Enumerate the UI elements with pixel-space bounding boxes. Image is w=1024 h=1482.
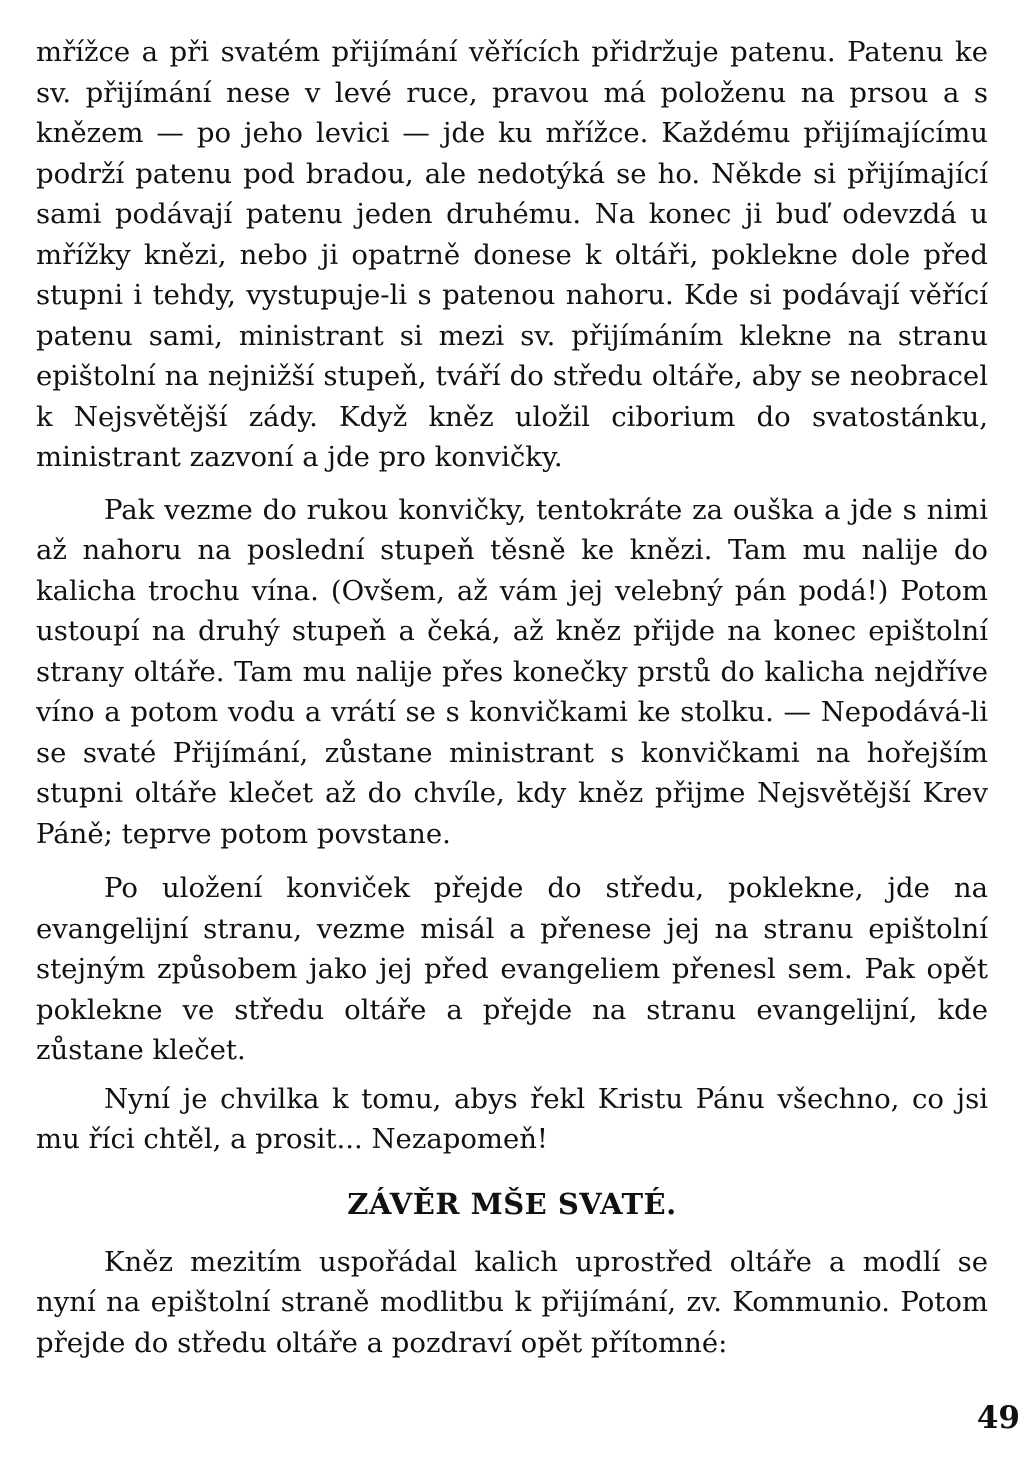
book-page (36, 32, 988, 1452)
paragraph-cruets: Pak vezme do rukou konvičky, tentokráte za ouška a jde s nimi až nahoru na poslední stupeň těsně ke knězi. Tam mu nalije do kalicha trochu vína. (Ovšem, až vám jej velebný pán podá!) Potom ustoupí na druhý stupeň a čeká, až kněz přijde na konec epištolní strany oltáře. Tam mu nalije přes konečky prstů do kalicha nejdříve víno a potom vodu a vrátí se s konvičkami ke stolku. — Nepodává-li se svaté Přijímání, zůstane ministrant s konvičkami na hořejším stupni oltáře klečet až do chvíle, kdy kněz přijme Nejsvětější Krev Páně; teprve potom povstane. (36, 493, 988, 850)
page-number: 49 (976, 1400, 1020, 1436)
paragraph-conclusion: Kněz mezitím uspořádal kalich uprostřed oltáře a modlí se nyní na epištolní straně modlitbu k přijímání, zv. Kommunio. Potom přejde do středu oltáře a pozdraví opět přítomné: (36, 1245, 988, 1359)
paragraph-missal: Po uložení konviček přejde do středu, poklekne, jde na evangelijní stranu, vezme misál a přenese jej na stranu epištolní stejným způsobem jako jej před evangeliem přenesl sem. Pak opět poklekne ve středu oltáře a přejde na stranu evangelijní, kde zůstane klečet. (36, 872, 988, 1066)
section-heading: ZÁVĚR MŠE SVATÉ. (347, 1186, 677, 1221)
paragraph-continued: mřížce a při svatém přijímání věřících přidržuje patenu. Patenu ke sv. přijímání nese v levé ruce, pravou má položenu na prsou a s knězem — po jeho levici — jde ku mřížce. Každému přijímajícímu podrží patenu pod bradou, ale nedotýká se ho. Někde si přijímající sami podávají patenu jeden druhému. Na konec ji buď odevzdá u mřížky knězi, nebo ji opatrně donese k oltáři, poklekne dole před stupni i tehdy, vystupuje-li s patenou nahoru. Kde si podávají věřící patenu sami, ministrant si mezi sv. přijímáním klekne na stranu epištolní na nejnižší stupeň, tváří do středu oltáře, aby se neobracel k Nejsvětější zády. Když kněz uložil ciborium do svatostánku, ministrant zazvoní a jde pro konvičky. (36, 36, 988, 473)
paragraph-prayer-moment: Nyní je chvilka k tomu, abys řekl Kristu Pánu všechno, co jsi mu říci chtěl, a prosit... Nezapomeň! (36, 1082, 988, 1155)
